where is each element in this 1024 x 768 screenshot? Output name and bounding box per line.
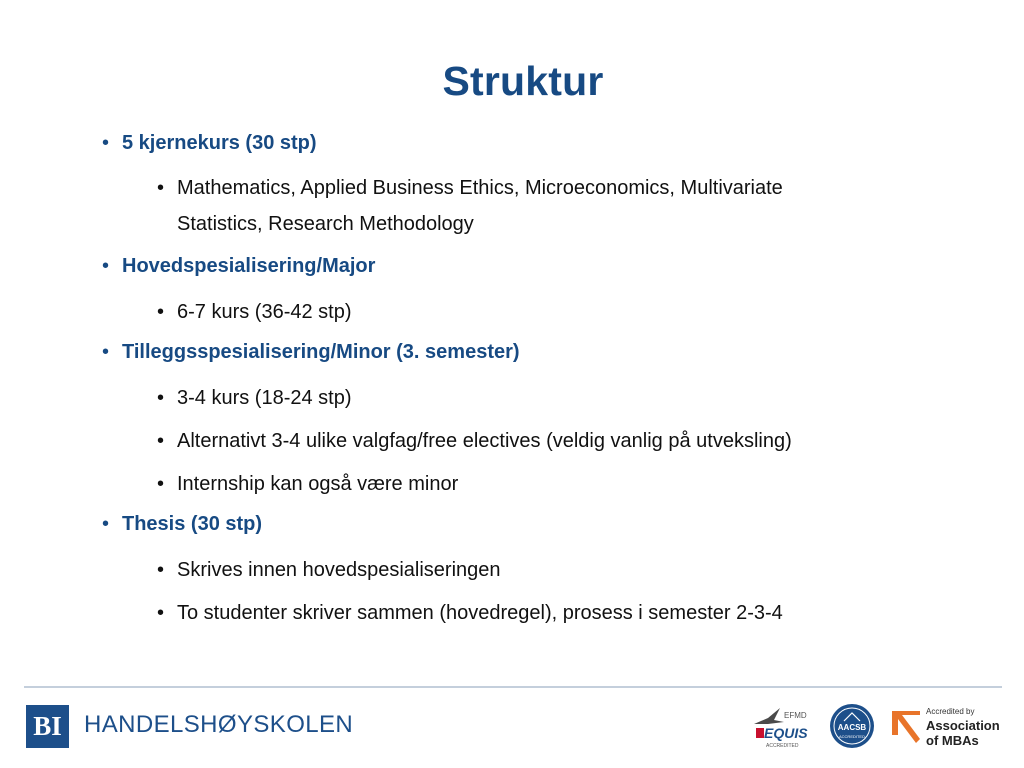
svg-text:Association: Association bbox=[926, 718, 1000, 733]
bullet-item-thesis: • Thesis (30 stp) bbox=[102, 513, 263, 535]
sub-item-minor-internship: • Internship kan også være minor bbox=[157, 466, 458, 502]
svg-text:ACCREDITED: ACCREDITED bbox=[838, 734, 866, 739]
equis-logo-icon bbox=[750, 702, 814, 750]
sub-item-minor-electives: • Alternativt 3-4 ulike valgfag/free electives (veldig vanlig på utveksling) bbox=[157, 423, 792, 459]
svg-text:Accredited by: Accredited by bbox=[926, 707, 975, 716]
svg-text:ACCREDITED: ACCREDITED bbox=[766, 743, 799, 749]
bullet-icon: • bbox=[157, 387, 165, 409]
aacsb-seal-icon bbox=[829, 703, 875, 749]
bullet-item-major: • Hovedspesialisering/Major bbox=[102, 255, 376, 277]
bullet-icon: • bbox=[157, 473, 165, 495]
school-name: HANDELSHØYSKOLEN bbox=[84, 711, 354, 738]
amba-logo-icon bbox=[890, 705, 1002, 749]
bullet-icon: • bbox=[157, 559, 165, 581]
bi-logo: BI bbox=[26, 705, 69, 748]
svg-text:EFMD: EFMD bbox=[784, 711, 807, 720]
bullet-icon: • bbox=[102, 132, 110, 154]
bullet-item-minor: • Tilleggsspesialisering/Minor (3. semester) bbox=[102, 341, 520, 363]
bullet-icon: • bbox=[102, 341, 110, 363]
bullet-icon: • bbox=[157, 301, 165, 323]
sub-item-core-course-list: • Mathematics, Applied Business Ethics, Microeconomics, Multivariate Statistics, Research Methodology bbox=[157, 170, 837, 242]
bullet-icon: • bbox=[102, 513, 110, 535]
footer-divider bbox=[24, 686, 1002, 688]
sub-item-thesis-specialization: • Skrives innen hovedspesialiseringen bbox=[157, 552, 501, 588]
bullet-icon: • bbox=[157, 430, 165, 452]
svg-text:of MBAs: of MBAs bbox=[926, 733, 979, 748]
bullet-icon: • bbox=[102, 255, 110, 277]
sub-item-thesis-pairs: • To studenter skriver sammen (hovedregel), prosess i semester 2-3-4 bbox=[157, 595, 783, 631]
sub-item-minor-courses: • 3-4 kurs (18-24 stp) bbox=[157, 380, 352, 416]
svg-text:EQUIS: EQUIS bbox=[764, 725, 808, 741]
bullet-item-core-courses: • 5 kjernekurs (30 stp) bbox=[102, 132, 317, 154]
slide-title: Struktur bbox=[442, 58, 604, 104]
bullet-icon: • bbox=[157, 602, 165, 624]
bullet-icon: • bbox=[157, 177, 165, 199]
sub-item-major-courses: • 6-7 kurs (36-42 stp) bbox=[157, 294, 352, 330]
svg-text:AACSB: AACSB bbox=[837, 723, 867, 732]
